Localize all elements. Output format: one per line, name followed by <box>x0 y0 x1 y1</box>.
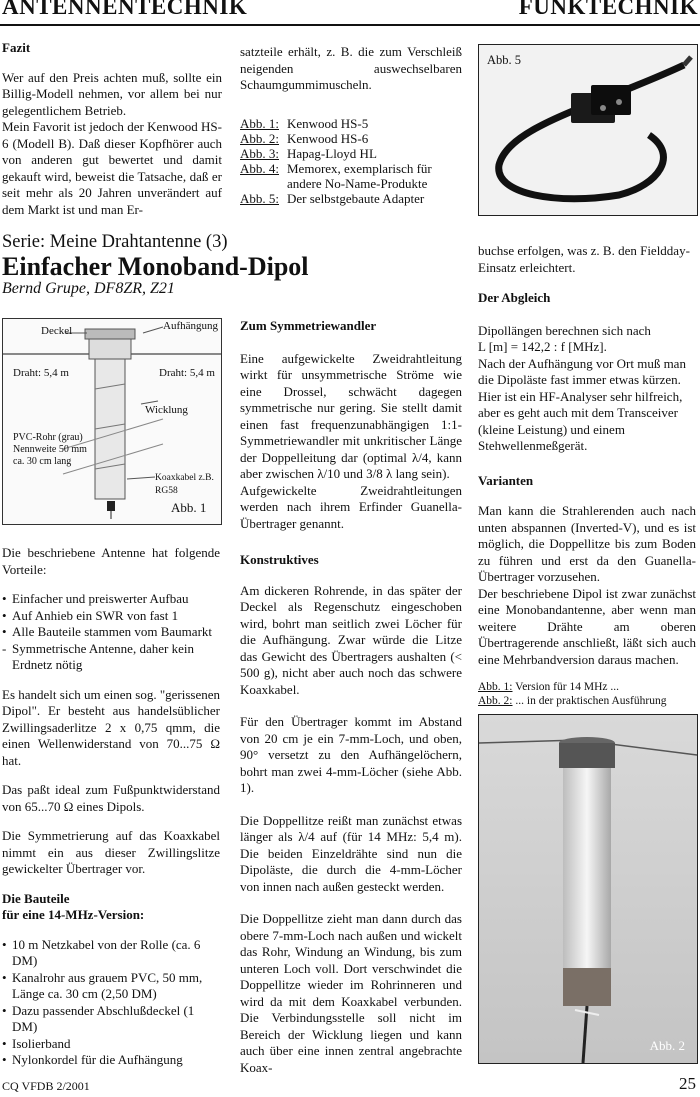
figure-ref-row <box>478 680 696 694</box>
advantages-list <box>2 591 220 641</box>
fazit-heading: Fazit <box>2 40 31 55</box>
header-rule <box>0 24 700 26</box>
heading-konstruktives: Konstruktives <box>240 552 319 567</box>
figure-ref-row <box>240 146 462 161</box>
figure-ref-key: Abb. 1: <box>240 115 279 131</box>
figure-ref-value: Kenwood HS-6 <box>287 130 369 146</box>
figure-ref-key: Abb. 2: <box>478 695 513 707</box>
column-3 <box>478 243 696 708</box>
fazit-paragraph-1: Wer auf den Preis achten muß, sollte ein Billig-Modell nehmen, vor allem bei nur gelegentlichem Betrieb. <box>2 69 222 118</box>
diagram-label-wicklung: Wicklung <box>145 404 188 416</box>
list-item: • Dazu passender Abschlußdeckel (1 DM) <box>2 1003 220 1036</box>
figure-ref-value: Memorex, exemplarisch für andere No-Name-Produkte <box>287 160 432 191</box>
section-title-right: FUNKTECHNIK <box>518 0 698 19</box>
column-2 <box>240 318 462 1089</box>
section-title-left: ANTENNENTECHNIK <box>2 0 248 19</box>
figure-ref-value: Kenwood HS-5 <box>287 115 369 131</box>
figure-1-label: Abb. 1 <box>171 500 207 515</box>
page-number: 25 <box>679 1074 696 1093</box>
figure-ref-value: Der selbstgebaute Adapter <box>287 190 425 206</box>
fazit-col2 <box>240 44 462 206</box>
paragraph-symmetriewandler: Eine aufgewickelte Zweidrahtleitung wirkt für unsymmetrische Ströme wie eine Drossel, schwächt dagegen symmetrische nur gering. Sie stellt damit einen fast frequenzunabhängigen 1:1-Symmetriewandler mit unkritischer Länge der Doppelleitung dar (optimal λ/4, kann aber zwischen λ/10 und 3/8 λ lang sein). <box>240 350 462 481</box>
diagram-label-pvc-1: PVC-Rohr (grau) <box>13 432 83 443</box>
diagram-label-pvc-2: Nennweite 50 mm <box>13 444 87 455</box>
list-item: • 10 m Netzkabel von der Rolle (ca. 6 DM) <box>2 937 220 970</box>
footer-publication: CQ VFDB 2/2001 <box>2 1079 90 1093</box>
paragraph-varianten-1: Man kann die Strahlerenden auch nach unten abspannen (Inverted-V), und es ist möglich, die Doppellitze bis zum Boden zu führen und erst da den Guanella-Übertrager vorzusehen. <box>478 503 696 584</box>
paragraph-ideal: Das paßt ideal zum Fußpunktwiderstand von 65...70 Ω eines Dipols. <box>2 782 220 814</box>
diagram-label-deckel: Deckel <box>41 325 73 337</box>
article-title: Einfacher Monoband-Dipol <box>2 252 309 281</box>
paragraph-konstruktives: Am dickeren Rohrende, in das später der Deckel als Regenschutz eingeschoben wird, bohrt man seitlich zwei Löcher für die Aufhängung. Zwar würde die Litze das Gewicht des Übertragers aushalten (< 500 g), nicht aber auch noch das schwere Koaxkabel. <box>240 582 462 697</box>
figure-ref-row <box>240 131 462 146</box>
paragraph-gerissen: Es handelt sich um einen sog. "gerissenen Dipol". Er besteht aus handelsüblicher Zwillingsaderlitze 2 x 0,75 qmm, die einen Wellenwiderstand von 70...75 Ω hat. <box>2 686 220 768</box>
paragraph-dipol-kuerzen: Nach der Aufhängung vor Ort muß man die Dipoläste fast immer etwas kürzen. Hier ist ein HF-Analyser sehr hilfreich, aber es geht auch mit dem Transceiver (kleine Leistung) und einem Stehwellenmeßgerät. <box>478 355 686 453</box>
list-item: - Symmetrische Antenne, daher kein Erdnetz nötig <box>2 641 220 674</box>
diagram-label-aufhaengung: Aufhängung <box>163 320 218 332</box>
figure-ref-value: Version für 14 MHz ... <box>515 681 619 693</box>
list-item: • Isolierband <box>2 1036 220 1053</box>
paragraph-buchse: buchse erfolgen, was z. B. den Fieldday-Einsatz erleichtert. <box>478 243 690 275</box>
list-item: • Alle Bauteile stammen vom Baumarkt <box>2 624 220 641</box>
column-1 <box>2 545 220 1082</box>
figure-1-diagram <box>2 318 222 525</box>
diagram-label-koax: Koaxkabel z.B. RG58 <box>155 473 214 496</box>
paragraph-uebertrager: Für den Übertrager kommt im Abstand von 20 cm je ein 7-mm-Loch, und oben, 90° versetzt zu den Aufhängelöchern, bohrt man zwei 4-mm-Löcher (siehe Abb. 1). <box>240 714 462 795</box>
heading-symmetriewandler: Zum Symmetriewandler <box>240 318 377 333</box>
figure-ref-key: Abb. 4: <box>240 160 279 176</box>
figure-2-label: Abb. 2 <box>649 1038 685 1053</box>
figure-ref-key: Abb. 3: <box>240 145 279 161</box>
heading-abgleich: Der Abgleich <box>478 290 551 305</box>
figure-ref-value: Hapag-Lloyd HL <box>287 145 377 161</box>
parts-heading-2: für eine 14-MHz-Version: <box>2 907 145 922</box>
fazit-paragraph-3: satzteile erhält, z. B. die zum Verschleiß neigenden auswechselbaren Schaumgummimuscheln. <box>240 44 462 92</box>
coil-antenna-image <box>479 715 697 1063</box>
headset-adapter-image <box>479 45 697 215</box>
paragraph-dipol-formula: L [m] = 142,2 : f [MHz]. <box>478 339 607 354</box>
diagram-label-pvc-3: ca. 30 cm lang <box>13 456 72 467</box>
article-author: Bernd Grupe, DF8ZR, Z21 <box>2 280 175 297</box>
figure-ref-value: ... in der praktischen Ausführung <box>515 695 667 707</box>
paragraph-guanella: Aufgewickelte Zweidrahtleitungen werden nach ihrem Erfinder Guanella-Übertrager genannt. <box>240 482 462 531</box>
advantages-intro: Die beschriebene Antenne hat folgende Vorteile: <box>2 545 220 577</box>
paragraph-varianten-2: Der beschriebene Dipol ist zwar zunächst eine Monobandantenne, aber wenn man weitere Drähte am oberen Übertragerende anschließt, läßt sich auch eine Mehrbandversion daraus machen. <box>478 585 696 667</box>
paragraph-doppellitze: Die Doppellitze reißt man zunächst etwas länger als λ/4 auf (für 14 MHz: 5,4 m). Die beiden Einzeldrähte sind nun die Dipoläste, die durch die 4-mm-Löcher von innen nach außen gesteckt werden. <box>240 812 462 894</box>
fazit-paragraph-2: Mein Favorit ist jedoch der Kenwood HS-6 (Modell B). Daß dieser Kopfhörer auch von anderen gut bewertet und damit gekauft wird, beweist die Tatsache, daß er seit mehr als 20 Jahren unverändert auf dem Markt ist und man Er- <box>2 119 222 217</box>
list-item: • Kanalrohr aus grauem PVC, 50 mm, Länge ca. 30 cm (2,50 DM) <box>2 970 220 1003</box>
diagram-label-draht-right: Draht: 5,4 m <box>159 367 215 379</box>
figure-ref-key: Abb. 2: <box>240 130 279 146</box>
col3-figure-list <box>478 680 696 708</box>
list-item: • Auf Anhieb ein SWR von fast 1 <box>2 608 220 625</box>
fazit-col1 <box>2 40 222 231</box>
parts-list <box>2 937 220 1069</box>
figure-ref-row <box>478 694 696 708</box>
heading-varianten: Varianten <box>478 472 534 488</box>
advantages-dash-list <box>2 641 220 674</box>
paragraph-wicklung: Die Doppellitze zieht man dann durch das obere 7-mm-Loch nach außen und wickelt das Rohr, Windung an Windung, bis zum unteren Loch voll. Dort verschwindet die Doppellitze wieder im Rohrinneren und wird da mit dem Koaxkabel verbunden. Die Verbindungsstelle soll nicht im Bereich der Wicklung liegen und kann auch über eine innen zentral angebrachte Koax- <box>240 911 462 1075</box>
figure-ref-row <box>240 191 462 206</box>
fazit-figure-list <box>240 116 462 206</box>
figure-ref-key: Abb. 1: <box>478 681 513 693</box>
parts-heading-1: Die Bauteile <box>2 890 70 906</box>
paragraph-dipol-formula-intro: Dipollängen berechnen sich nach <box>478 322 651 338</box>
series-title: Serie: Meine Drahtantenne (3) <box>2 232 228 252</box>
list-item: • Einfacher und preiswerter Aufbau <box>2 591 220 608</box>
list-item: • Nylonkordel für die Aufhängung <box>2 1052 220 1069</box>
paragraph-symmetrierung: Die Symmetrierung auf das Koaxkabel nimmt ein aus dieser Zwillingslitze gewickelter Übertrager vor. <box>2 828 220 876</box>
figure-ref-row <box>240 116 462 131</box>
figure-5-photo <box>478 44 698 216</box>
figure-ref-row <box>240 161 462 191</box>
diagram-label-draht-left: Draht: 5,4 m <box>13 367 69 379</box>
figure-2-photo <box>478 714 698 1064</box>
figure-5-label: Abb. 5 <box>487 53 522 67</box>
figure-ref-key: Abb. 5: <box>240 190 279 206</box>
